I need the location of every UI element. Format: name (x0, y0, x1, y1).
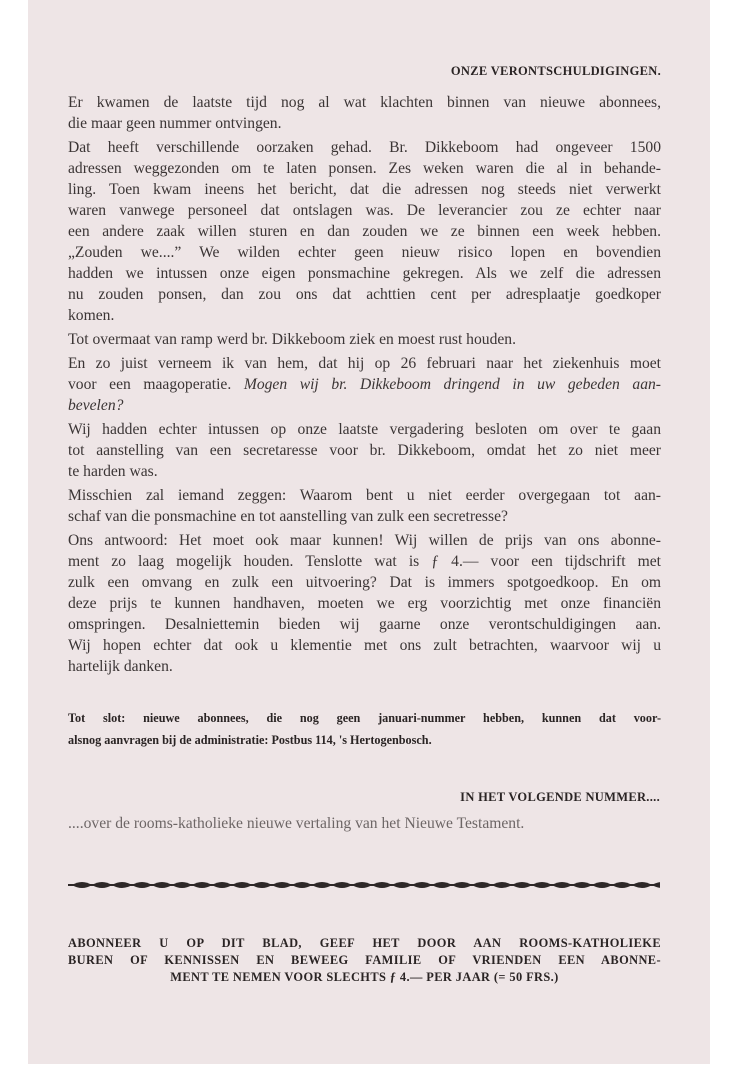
paragraph (68, 353, 661, 416)
text-line (68, 221, 661, 242)
text-line (68, 179, 661, 200)
text-line (68, 137, 661, 158)
line-text: Wij hopen echter dat ook u klementie met ons zult betrachten, waarvoor wij u (68, 637, 661, 654)
article-heading: ONZE VERONTSCHULDIGINGEN. (450, 64, 661, 78)
text-line (68, 614, 661, 635)
line-text: adressen weggezonden om te laten ponsen. Zes weken waren die al in behande- (68, 160, 661, 177)
text-line (68, 158, 661, 179)
ornament-link (492, 882, 512, 888)
ornament-link (592, 882, 612, 888)
paragraph (68, 485, 661, 527)
ornament-link (132, 882, 152, 888)
subscription-appeal (68, 935, 661, 986)
line-text: En zo juist verneem ik van hem, dat hij op 26 februari naar het ziekenhuis moet (68, 355, 661, 372)
ornament-link (232, 882, 252, 888)
ornament-link (652, 882, 660, 888)
line-text: Tot overmaat van ramp werd br. Dikkeboom ziek en moest rust houden. (68, 331, 516, 348)
line-text: hadden we intussen onze eigen ponsmachine gekregen. Als we zelf die adressen (68, 265, 661, 282)
line-text: een andere zaak willen sturen en dan zouden we ze binnen een week hebben. (68, 223, 661, 240)
text-line (68, 656, 661, 677)
text-line (68, 530, 661, 551)
text-line (68, 374, 661, 395)
line-text: zulk een omvang en zulk een uitvoering? Dat is immers spotgoedkoop. En om (68, 574, 661, 591)
ornament-link (112, 882, 132, 888)
text-line (68, 635, 661, 656)
text-line (68, 329, 661, 350)
italic-text: bevelen? (68, 397, 124, 414)
ornament-link (152, 882, 172, 888)
paragraph (68, 329, 661, 350)
next-issue-line: ....over de rooms-katholieke nieuwe vertaling van het Nieuwe Testament. (68, 815, 525, 832)
line-text: ling. Toen kwam ineens het bericht, dat die adressen nog steeds niet verwerkt (68, 181, 661, 198)
line-text: nu zouden ponsen, dan zou ons dat achttien cent per adresplaatje goedkoper (68, 286, 661, 303)
article-body (68, 92, 661, 680)
line-text: die maar geen nummer ontvingen. (68, 115, 282, 132)
text-line (68, 353, 661, 374)
ornament-link (472, 882, 492, 888)
line-text: waren vanwege personeel dat ontslagen was. De leverancier zou ze echter naar (68, 202, 661, 219)
ornament-link (612, 882, 632, 888)
ornament-link (92, 882, 112, 888)
ornament-link (352, 882, 372, 888)
text-line (68, 461, 661, 482)
next-issue-heading: IN HET VOLGENDE NUMMER.... (460, 790, 660, 804)
text-line (68, 284, 661, 305)
line-text: te harden was. (68, 463, 158, 480)
line-text: tot aanstelling van een secretaresse voor br. Dikkeboom, omdat het zo niet meer (68, 442, 661, 459)
text-line (68, 485, 661, 506)
ornament-link (432, 882, 452, 888)
line-text: Ons antwoord: Het moet ook maar kunnen! Wij willen de prijs van ons abonne- (68, 532, 661, 549)
ornament-link (252, 882, 272, 888)
ornamental-divider (68, 878, 660, 892)
ornament-link (292, 882, 312, 888)
ornament-link (312, 882, 332, 888)
ornament-link (452, 882, 472, 888)
text-line (68, 506, 661, 527)
text-line (68, 440, 661, 461)
appeal-line: MENT TE NEMEN VOOR SLECHTS ƒ 4.— PER JAAR (= 50 FRS.) (170, 970, 559, 984)
ornament-link (172, 882, 192, 888)
ornament-link (632, 882, 652, 888)
ornament-link (72, 882, 92, 888)
line-text: ment zo laag mogelijk houden. Tenslotte wat is ƒ 4.— voor een tijdschrift met (68, 553, 661, 570)
ornament-link (332, 882, 352, 888)
line-text: voor een maagoperatie. (68, 376, 244, 393)
ornament-link (372, 882, 392, 888)
closing-note (68, 707, 661, 751)
next-issue-text (68, 813, 661, 834)
appeal-line: BUREN OF KENNISSEN EN BEWEEG FAMILIE OF VRIENDEN EEN ABONNE- (68, 953, 661, 967)
italic-text: Mogen wij br. Dikkeboom dringend in uw gebeden aan- (243, 376, 661, 393)
paragraph (68, 92, 661, 134)
line-text: omspringen. Desalniettemin bieden wij gaarne onze verontschuldigingen aan. (68, 616, 661, 633)
text-line (68, 593, 661, 614)
ornament-link (572, 882, 592, 888)
line-text: deze prijs te kunnen handhaven, moeten we erg voorzichtig met onze financiën (68, 595, 661, 612)
ornament-link (192, 882, 212, 888)
text-line (68, 551, 661, 572)
text-line (68, 395, 661, 416)
text-line (68, 419, 661, 440)
line-text: Dat heeft verschillende oorzaken gehad. Br. Dikkeboom had ongeveer 1500 (68, 139, 661, 156)
line-text: Misschien zal iemand zeggen: Waarom bent u niet eerder overgegaan tot aan- (68, 487, 661, 504)
paragraph (68, 530, 661, 677)
ornament-link (412, 882, 432, 888)
closing-line: alsnog aanvragen bij de administratie: Postbus 114, 's Hertogenbosch. (68, 733, 432, 747)
text-line (68, 242, 661, 263)
line-text: komen. (68, 307, 115, 324)
text-line (68, 92, 661, 113)
text-line (68, 200, 661, 221)
closing-line: Tot slot: nieuwe abonnees, die nog geen januari-nummer hebben, kunnen dat voor- (68, 711, 661, 725)
paragraph (68, 137, 661, 326)
document-page (28, 0, 710, 1064)
text-line (68, 305, 661, 326)
paragraph (68, 419, 661, 482)
ornament-link (212, 882, 232, 888)
text-line (68, 263, 661, 284)
appeal-line: ABONNEER U OP DIT BLAD, GEEF HET DOOR AAN ROOMS-KATHOLIEKE (68, 936, 661, 950)
ornament-link (532, 882, 552, 888)
ornament-link (552, 882, 572, 888)
text-line (68, 113, 661, 134)
text-line (68, 572, 661, 593)
ornament-link (272, 882, 292, 888)
line-text: hartelijk danken. (68, 658, 173, 675)
ornament-link (392, 882, 412, 888)
ornament-link (512, 882, 532, 888)
line-text: schaf van die ponsmachine en tot aanstelling van zulk een secretresse? (68, 508, 508, 525)
line-text: Wij hadden echter intussen op onze laatste vergadering besloten om over te gaan (68, 421, 661, 438)
line-text: „Zouden we....” We wilden echter geen nieuw risico lopen en bovendien (68, 244, 661, 261)
line-text: Er kwamen de laatste tijd nog al wat klachten binnen van nieuwe abonnees, (68, 94, 661, 111)
